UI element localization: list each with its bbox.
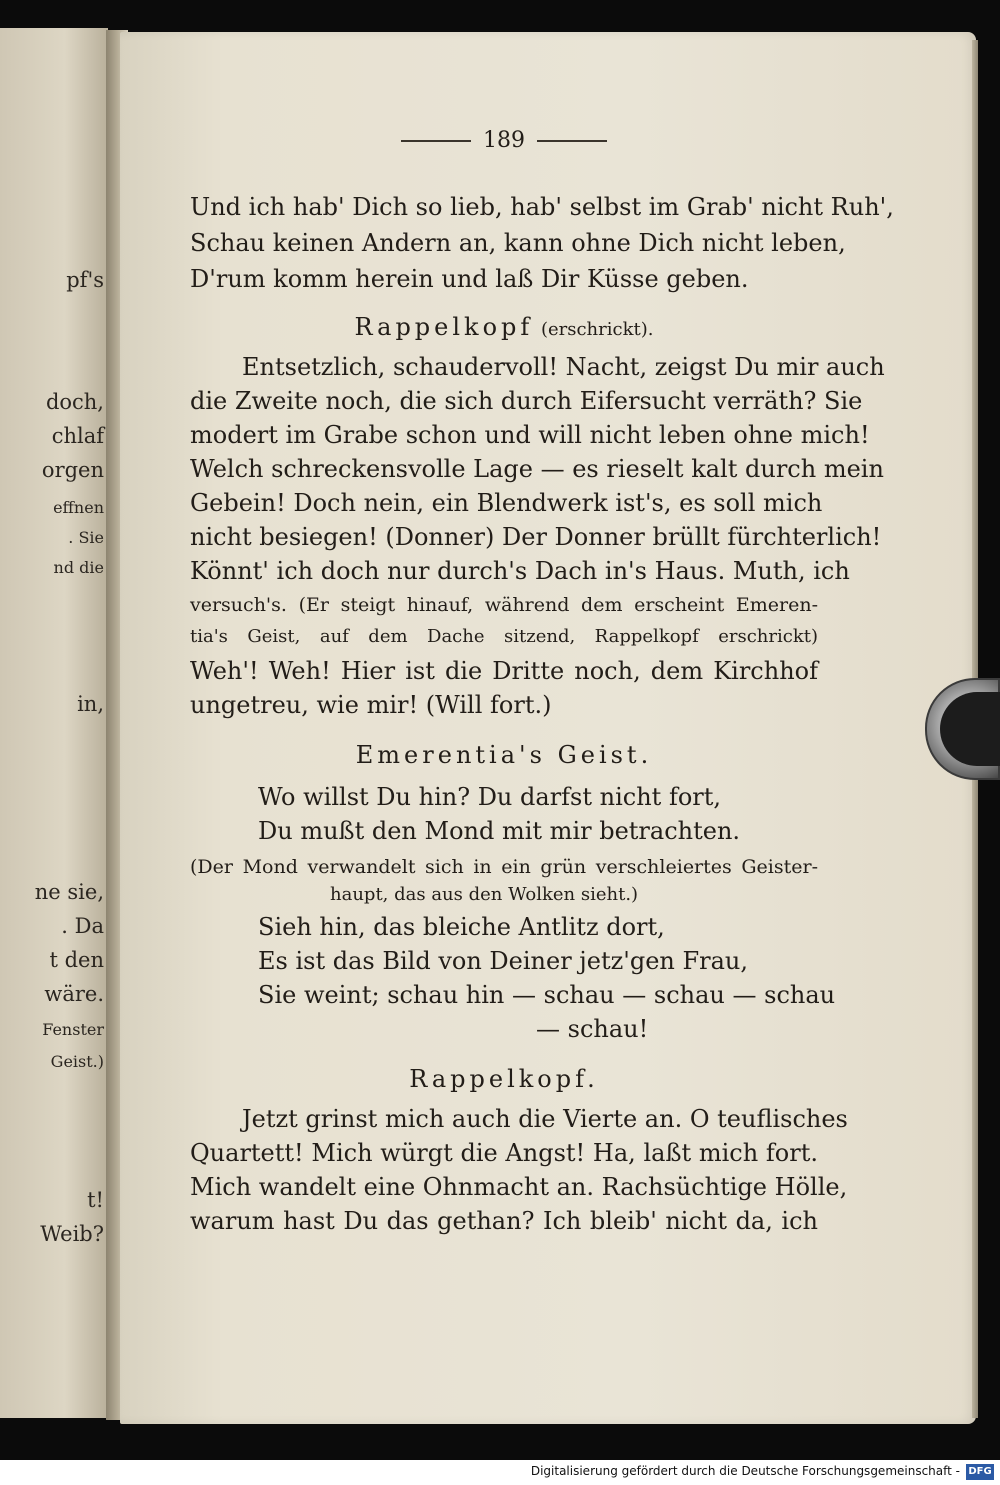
text-line: Schau keinen Andern an, kann ohne Dich nicht leben, <box>190 229 846 257</box>
speech-line: nicht besiegen! (Donner) Der Donner brüllt fürchterlich! <box>190 523 882 551</box>
speech-line: tia's Geist, auf dem Dache sitzend, Rappelkopf erschrickt) <box>190 626 818 647</box>
left-fragment: t! <box>87 1188 104 1212</box>
verse-line: Sie weint; schau hin — schau — schau — schau <box>258 981 836 1009</box>
left-fragment: . Sie <box>68 528 104 547</box>
page-number-text: 189 <box>483 128 525 153</box>
verse-line: — schau! <box>536 1015 649 1043</box>
speech-line: ungetreu, wie mir! (Will fort.) <box>190 691 552 719</box>
verse-line: Es ist das Bild von Deiner jetz'gen Frau, <box>258 947 749 975</box>
speaker-heading: Emerentia's Geist. <box>355 741 653 769</box>
rule-right <box>537 140 607 142</box>
speech-line: Gebein! Doch nein, ein Blendwerk ist's, es soll mich <box>190 489 823 517</box>
previous-page-fragment <box>0 28 108 1418</box>
funding-notice: Digitalisierung gefördert durch die Deutsche Forschungsgemeinschaft - <box>530 1464 960 1478</box>
speaker-heading: Rappelkopf. <box>409 1065 599 1093</box>
stage-direction: (Der Mond verwandelt sich in ein grün verschleiertes Geister- <box>190 856 818 878</box>
speaker-direction: (erschrickt). <box>540 319 654 340</box>
speaker-heading <box>190 310 818 347</box>
speech-line: Entsetzlich, schaudervoll! Nacht, zeigst Du mir auch <box>242 353 885 381</box>
left-fragment: t den <box>49 948 104 972</box>
dfg-logo: DFG <box>966 1464 994 1480</box>
left-fragment: in, <box>77 692 104 716</box>
text-line: D'rum komm herein und laß Dir Küsse geben. <box>190 265 749 293</box>
left-fragment: chlaf <box>51 424 104 448</box>
speech-line: Quartett! Mich würgt die Angst! Ha, laßt mich fort. <box>190 1139 818 1167</box>
speech-line: Mich wandelt eine Ohnmacht an. Rachsüchtige Hölle, <box>190 1173 848 1201</box>
left-fragment: ne sie, <box>34 880 104 904</box>
speech-line: modert im Grabe schon und will nicht leben ohne mich! <box>190 421 870 449</box>
speech-line: versuch's. (Er steigt hinauf, während dem erscheint Emeren- <box>190 594 818 616</box>
speech-line: Könnt' ich doch nur durch's Dach in's Haus. Muth, ich <box>190 557 850 585</box>
rule-left <box>401 140 471 142</box>
speech-line: Jetzt grinst mich auch die Vierte an. O teuflisches <box>242 1105 848 1133</box>
speech-line: warum hast Du das gethan? Ich bleib' nicht da, ich <box>190 1207 818 1235</box>
left-fragment: doch, <box>45 390 104 414</box>
text-line: Und ich hab' Dich so lieb, hab' selbst im Grab' nicht Ruh', <box>190 193 894 221</box>
verse-line: Du mußt den Mond mit mir betrachten. <box>258 817 741 845</box>
left-fragment: Weib? <box>40 1222 104 1246</box>
left-fragment: pf's <box>66 268 104 292</box>
verse-line: Sieh hin, das bleiche Antlitz dort, <box>258 913 665 941</box>
left-fragment: effnen <box>53 498 104 517</box>
verse-line: Wo willst Du hin? Du darfst nicht fort, <box>258 783 722 811</box>
speech-line: die Zweite noch, die sich durch Eifersucht verräth? Sie <box>190 387 863 415</box>
footer-bar <box>0 1460 1000 1485</box>
speaker-name: Rappelkopf <box>354 313 534 341</box>
left-fragment: wäre. <box>44 982 104 1006</box>
left-fragment: nd die <box>53 558 104 577</box>
speech-line: Welch schreckensvolle Lage — es rieselt kalt durch mein <box>190 455 884 483</box>
speech-line: Weh'! Weh! Hier ist die Dritte noch, dem Kirchhof <box>190 657 818 685</box>
page-number <box>190 124 818 158</box>
left-fragment: Geist.) <box>50 1052 104 1071</box>
left-fragment: Fenster <box>42 1020 104 1039</box>
left-fragment: orgen <box>41 458 104 482</box>
stage-direction: haupt, das aus den Wolken sieht.) <box>330 884 639 905</box>
left-fragment: . Da <box>61 914 104 938</box>
